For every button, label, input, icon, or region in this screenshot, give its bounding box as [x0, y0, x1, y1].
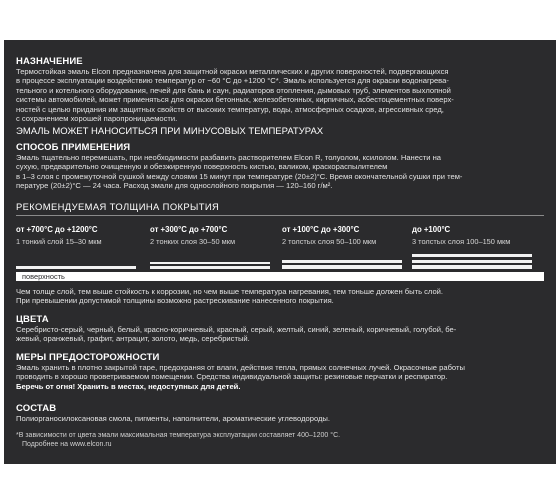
purpose-note: ЭМАЛЬ МОЖЕТ НАНОСИТЬСЯ ПРИ МИНУСОВЫХ ТЕМПЕРАТУРАХ [16, 126, 324, 137]
thickness-range: до +100°С [412, 225, 451, 234]
thickness-desc: 3 толстых слоя 100–150 мкм [412, 237, 511, 246]
thickness-column-3 [282, 225, 376, 246]
footnote-line: *В зависимости от цвета эмали максимальная температура эксплуатации составляет 400–1200 °С. [16, 432, 341, 439]
application-heading: СПОСОБ ПРИМЕНЕНИЯ [16, 142, 131, 153]
layer-bars-1 [16, 266, 136, 271]
layer-bar [412, 265, 532, 268]
thickness-range: от +700°С до +1200°С [16, 225, 98, 234]
composition-heading: СОСТАВ [16, 403, 57, 414]
thickness-note: Чем толще слой, тем выше стойкость к коррозии, но чем выше температура нагревания, тем тоньше должен быть слой. [16, 287, 444, 296]
precautions-text [16, 363, 546, 391]
precautions-heading: МЕРЫ ПРЕДОСТОРОЖНОСТИ [16, 352, 160, 363]
colors-line: жевый, оранжевый, графит, антрацит, золото, медь, серебристый. [16, 334, 250, 344]
thickness-note: При превышении допустимой толщины возможно растрескивание нанесенного покрытия. [16, 296, 334, 306]
colors-text [16, 325, 546, 344]
purpose-line: Термостойкая эмаль Elcon предназначена для защитной окраски металлических и других поверхностей, подвергающихся [16, 67, 449, 76]
layer-bar [412, 260, 532, 263]
purpose-text [16, 67, 546, 123]
application-line: в 1–3 слоя с промежуточной сушкой между слоями 15 минут при температуре (20±2)°С. Время окончательной сушки при тем- [16, 171, 463, 181]
purpose-line: тельного и котельного оборудования, печей для бань и саун, радиаторов отопления, дымовых труб, элементов выхлопной [16, 85, 451, 95]
application-text [16, 153, 546, 191]
surface-strip [16, 272, 544, 281]
application-line: сухую, предварительно очищенную и обезжиренную поверхность кистью, валиком, краскораспылителем [16, 162, 388, 172]
layer-bars-2 [150, 262, 270, 271]
thickness-desc: 2 тонких слоя 30–50 мкм [150, 237, 236, 246]
precautions-line: проводить в хорошо проветриваемом помещении. Средства индивидуальной защиты: резиновые перчатки и респиратор. [16, 372, 448, 382]
thickness-column-2 [150, 225, 235, 246]
layer-bar [150, 266, 270, 268]
precautions-line: Эмаль хранить в плотно закрытой таре, предохраняя от влаги, действия тепла, прямых солнечных лучей. Окрасочные работы [16, 363, 465, 372]
purpose-line: ностей с целью придания им защитных свойств от высоких температур, воды, атмосферных осадков, агрессивных сред, [16, 104, 444, 114]
layer-bar [16, 266, 136, 268]
thickness-range: от +300°С до +700°С [150, 225, 228, 234]
composition-text: Полиорганосилоксановая смола, пигменты, наполнители, ароматические углеводороды. [16, 414, 330, 423]
thickness-desc: 1 тонкий слой 15–30 мкм [16, 237, 102, 246]
application-line: пературе (20±2)°С — 24 часа. Расход эмали для однослойного покрытия — 120–160 г/м². [16, 181, 333, 191]
colors-line: Серебристо-серый, черный, белый, красно-коричневый, красный, серый, желтый, синий, зеленый, коричневый, голубой, бе- [16, 325, 457, 334]
thickness-column-1 [16, 225, 102, 246]
thickness-heading: РЕКОМЕНДУЕМАЯ ТОЛЩИНА ПОКРЫТИЯ [16, 201, 220, 212]
precautions-warning: Беречь от огня! Хранить в местах, недоступных для детей. [16, 381, 241, 391]
purpose-line: в процессе эксплуатации воздействию температур от −60 °С до +1200 °С*. Эмаль используется для окраски водонагрева- [16, 76, 449, 86]
layer-bars-3 [282, 260, 402, 271]
footnote-link[interactable]: Подробнее на www.elcon.ru [22, 440, 112, 448]
thickness-column-4 [412, 225, 510, 246]
thickness-divider [16, 215, 544, 216]
purpose-heading: НАЗНАЧЕНИЕ [16, 56, 83, 67]
footnote [16, 432, 546, 449]
colors-heading: ЦВЕТА [16, 314, 49, 325]
application-line: Эмаль тщательно перемешать, при необходимости разбавить растворителем Elcon R, толуолом, ксилолом. Нанести на [16, 153, 442, 162]
layer-bar [412, 254, 532, 257]
layer-bar [282, 260, 402, 263]
product-info-panel [4, 40, 556, 464]
layer-bar [282, 265, 402, 268]
thickness-notes [16, 287, 546, 306]
layer-bars-4 [412, 254, 532, 271]
purpose-line: системы автомобилей, может применяться для окраски бетонных, железобетонных, кирпичных, асбестоцементных поверх- [16, 95, 454, 105]
purpose-line: с сохранением хорошей паропроницаемости. [16, 114, 178, 124]
surface-label: поверхность [22, 271, 65, 281]
thickness-range: от +100°С до +300°С [282, 225, 360, 234]
layer-bar [150, 262, 270, 264]
thickness-desc: 2 толстых слоя 50–100 мкм [282, 237, 377, 246]
